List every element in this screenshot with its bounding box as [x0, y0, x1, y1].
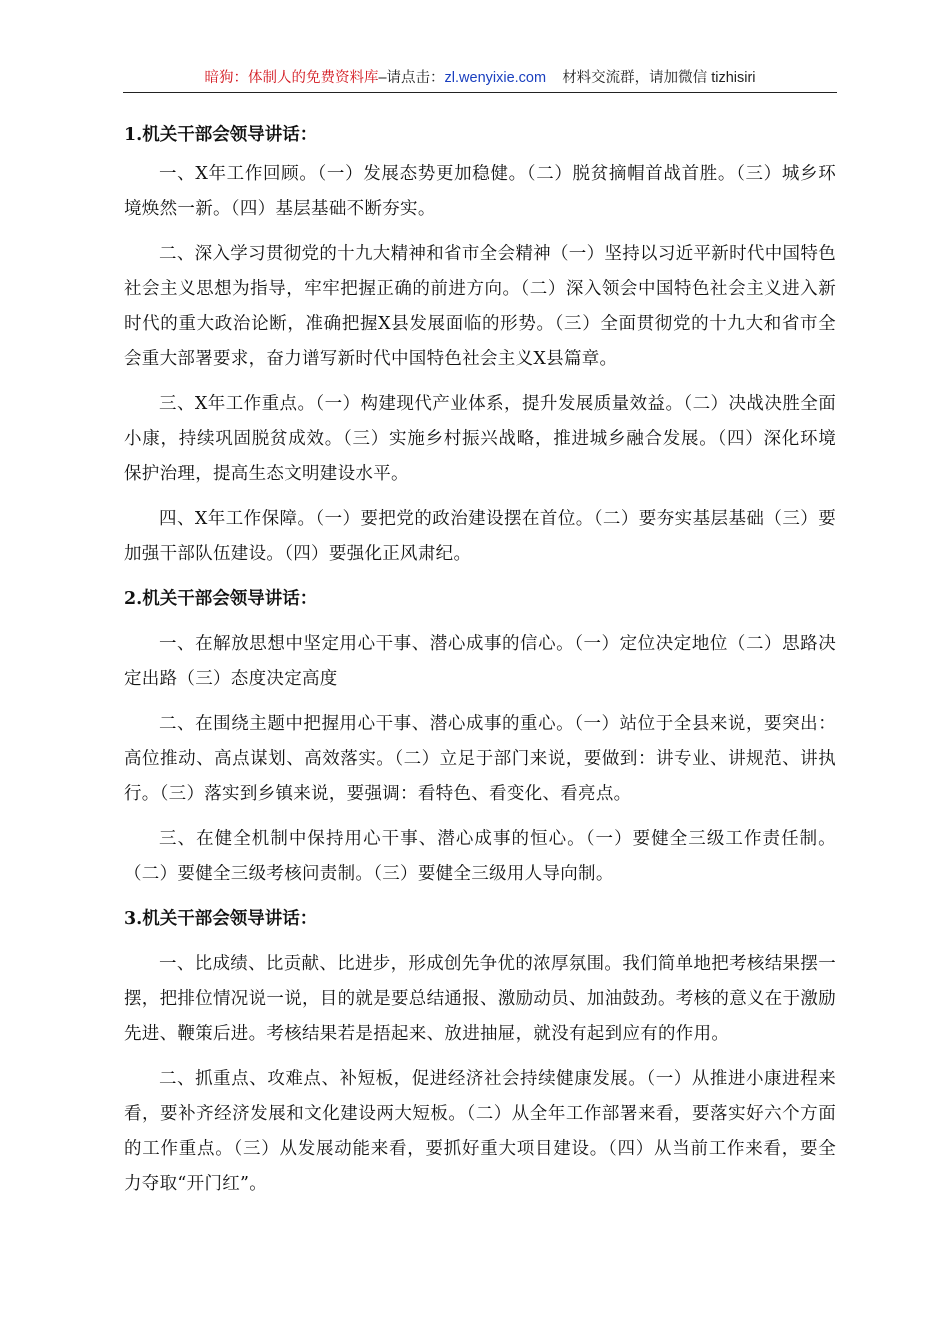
document-body [124, 118, 836, 1202]
paragraph: 三、在健全机制中保持用心干事、潜心成事的恒心。（一）要健全三级工作责任制。（二）要健全三级考核问责制。（三）要健全三级用人导向制。 [124, 829, 836, 884]
section-title: 1.机关干部会领导讲话： [124, 125, 318, 145]
paragraph: 二、抓重点、攻难点、补短板，促进经济社会持续健康发展。（一）从推进小康进程来看，要补齐经济发展和文化建设两大短板。（二）从全年工作部署来看，要落实好六个方面的工作重点。（三）从发展动能来看，要抓好重大项目建设。（四）从当前工作来看，要全力夺取“开门红”。 [124, 1069, 836, 1194]
section-title: 3.机关干部会领导讲话： [124, 909, 318, 929]
header-wechat-note: 材料交流群，请加微信 tizhisiri [562, 70, 756, 86]
header-click-prefix: –请点击： [378, 70, 445, 86]
section-title: 2.机关干部会领导讲话： [124, 589, 318, 609]
paragraph: 二、深入学习贯彻党的十九大精神和省市全会精神（一）坚持以习近平新时代中国特色社会主义思想为指导，牢牢把握正确的前进方向。（二）深入领会中国特色社会主义进入新时代的重大政治论断，准确把握X县发展面临的形势。（三）全面贯彻党的十九大和省市全会重大部署要求，奋力谱写新时代中国特色社会主义X县篇章。 [124, 244, 836, 369]
paragraph: 二、在围绕主题中把握用心干事、潜心成事的重心。（一）站位于全县来说，要突出：高位推动、高点谋划、高效落实。（二）立足于部门来说，要做到：讲专业、讲规范、讲执行。（三）落实到乡镇来说，要强调：看特色、看变化、看亮点。 [124, 714, 836, 804]
paragraph: 一、在解放思想中坚定用心干事、潜心成事的信心。（一）定位决定地位（二）思路决定出路（三）态度决定高度 [124, 634, 836, 689]
header-brand: 暗狗：体制人的免费资料库 [204, 70, 379, 86]
header-url-link[interactable]: zl.wenyixie.com [444, 70, 547, 86]
page-header [123, 66, 837, 93]
paragraph: 三、X年工作重点。（一）构建现代产业体系，提升发展质量效益。（二）决战决胜全面小康，持续巩固脱贫成效。（三）实施乡村振兴战略，推进城乡融合发展。（四）深化环境保护治理，提高生态文明建设水平。 [124, 394, 836, 484]
paragraph: 四、X年工作保障。（一）要把党的政治建设摆在首位。（二）要夯实基层基础（三）要加强干部队伍建设。（四）要强化正风肃纪。 [124, 509, 836, 564]
paragraph: 一、X年工作回顾。（一）发展态势更加稳健。（二）脱贫摘帽首战首胜。（三）城乡环境焕然一新。（四）基层基础不断夯实。 [124, 164, 836, 219]
paragraph: 一、比成绩、比贡献、比进步，形成创先争优的浓厚氛围。我们简单地把考核结果摆一摆，把排位情况说一说，目的就是要总结通报、激励动员、加油鼓劲。考核的意义在于激励先进、鞭策后进。考核结果若是捂起来、放进抽屉，就没有起到应有的作用。 [124, 954, 836, 1044]
